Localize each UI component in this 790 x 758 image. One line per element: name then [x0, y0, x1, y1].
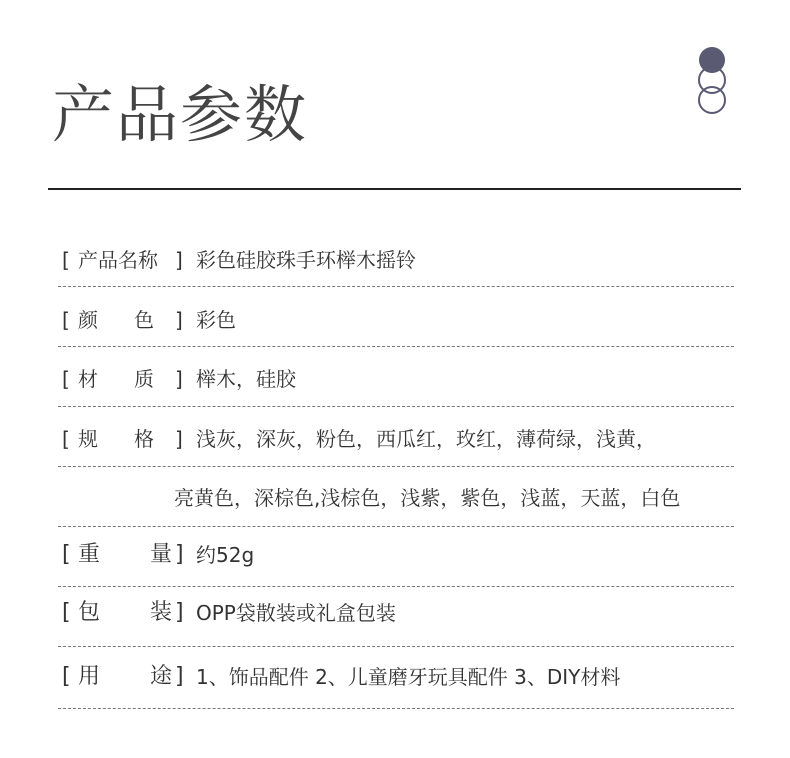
dashed-divider	[58, 646, 734, 647]
dashed-divider	[58, 406, 734, 407]
label-text: 产品名称	[78, 248, 158, 272]
dashed-divider	[58, 526, 734, 527]
param-label: [ 重 量 ]	[62, 542, 184, 567]
param-value-continued: 亮黄色，深棕色,浅棕色，浅紫，紫色，浅蓝，天蓝，白色	[174, 486, 681, 510]
param-label: [ 颜 色 ]	[62, 308, 183, 332]
param-value: 约52g	[196, 543, 255, 567]
param-value: 浅灰，深灰，粉色，西瓜红，玫红，薄荷绿，浅黄，	[196, 427, 656, 451]
dashed-divider	[58, 708, 734, 709]
param-value: OPP袋散装或礼盒包装	[196, 601, 396, 625]
page-title: 产品参数	[52, 78, 309, 151]
circles-decoration-icon	[694, 42, 730, 118]
dashed-divider	[58, 586, 734, 587]
dashed-divider	[58, 346, 734, 347]
param-value: 彩色硅胶珠手环榉木摇铃	[196, 248, 416, 272]
param-value: 榉木，硅胶	[196, 367, 296, 391]
param-value: 1、饰品配件 2、儿童磨牙玩具配件 3、DIY材料	[196, 665, 621, 689]
param-label: [ 用 途 ]	[62, 664, 184, 689]
title-divider	[48, 188, 741, 190]
dashed-divider	[58, 466, 734, 467]
param-value: 彩色	[196, 308, 236, 332]
param-label: [ 产品名称 ]	[62, 245, 192, 275]
param-label: [ 规 格 ]	[62, 427, 183, 451]
param-label: [ 材 质 ]	[62, 367, 183, 391]
param-label: [ 包 装 ]	[62, 600, 184, 625]
dashed-divider	[58, 286, 734, 287]
